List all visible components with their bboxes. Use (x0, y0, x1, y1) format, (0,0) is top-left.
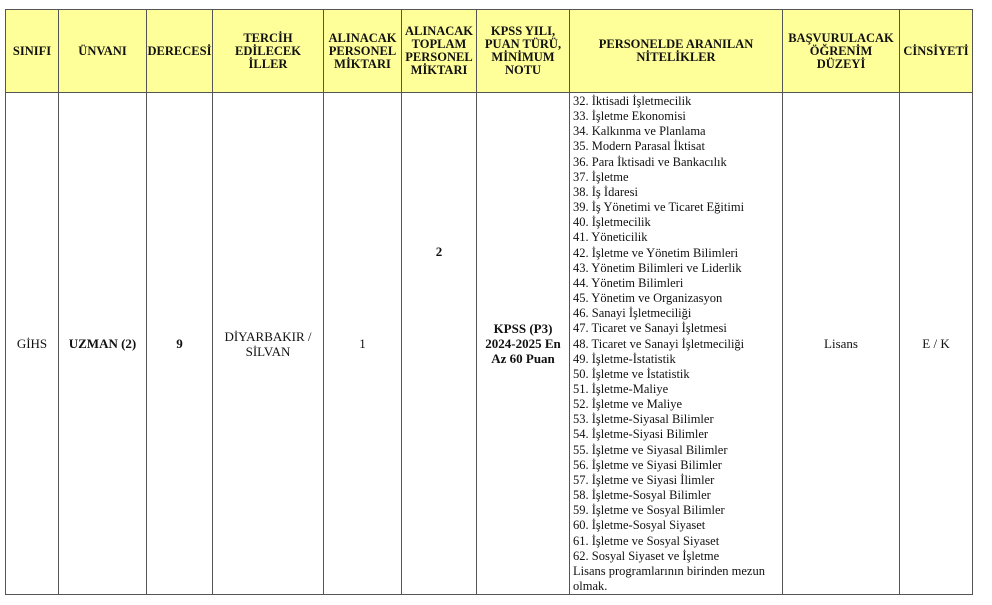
qualification-item: 56. İşletme ve Siyasi Bilimler (573, 457, 722, 472)
qualification-item: 49. İşletme-İstatistik (573, 351, 676, 366)
cell-iller: DİYARBAKIR / SİLVAN (213, 93, 324, 595)
qualification-item: 57. İşletme ve Siyasi İlimler (573, 472, 715, 487)
qualification-item: 38. İş İdaresi (573, 184, 638, 199)
cell-sinifi: GİHS (6, 93, 59, 595)
qualification-item: 43. Yönetim Bilimleri ve Liderlik (573, 260, 742, 275)
qualification-item: 42. İşletme ve Yönetim Bilimleri (573, 245, 739, 260)
qualification-item: 35. Modern Parasal İktisat (573, 139, 705, 154)
qualification-item: 62. Sosyal Siyaset ve İşletme (573, 548, 720, 563)
qualification-item: 46. Sanayi İşletmeciliği (573, 306, 692, 321)
header-nitelikler: PERSONELDE ARANILAN NİTELİKLER (570, 10, 783, 93)
qualification-item: 51. İşletme-Maliye (573, 381, 669, 396)
qualification-item: 58. İşletme-Sosyal Bilimler (573, 488, 711, 503)
table-row (6, 93, 973, 595)
qualification-item: 50. İşletme ve İstatistik (573, 366, 690, 381)
qualification-item: 48. Ticaret ve Sanayi İşletmeciliği (573, 336, 745, 351)
qualification-item: 41. Yöneticilik (573, 230, 648, 245)
qualification-item: 39. İş Yönetimi ve Ticaret Eğitimi (573, 200, 745, 215)
qualification-item: 32. İktisadi İşletmecilik (573, 94, 692, 108)
header-tercih-iller: TERCİH EDİLECEK İLLER (213, 10, 324, 93)
qualification-item: 34. Kalkınma ve Planlama (573, 124, 706, 139)
cell-toplam: 2 (435, 244, 443, 259)
cell-toplam-wrapper (402, 93, 477, 595)
qualification-item: 61. İşletme ve Sosyal Siyaset (573, 533, 720, 548)
qualification-item: 44. Yönetim Bilimleri (573, 275, 684, 290)
qualification-list (570, 93, 782, 594)
recruitment-table (5, 9, 973, 595)
header-kpss: KPSS YILI, PUAN TÜRÜ, MİNİMUM NOTU (477, 10, 570, 93)
cell-nitelikler (570, 93, 783, 595)
qualification-item: 37. İşletme (573, 169, 629, 184)
cell-unvani: UZMAN (2) (59, 93, 147, 595)
cell-alinacak: 1 (324, 93, 402, 595)
header-alinacak-toplam: ALINACAK TOPLAM PERSONEL MİKTARI (402, 10, 477, 93)
qualification-item: 55. İşletme ve Siyasal Bilimler (573, 442, 728, 457)
qualification-item: 47. Ticaret ve Sanayi İşletmesi (573, 321, 727, 336)
qualification-item: 54. İşletme-Siyasi Bilimler (573, 427, 709, 442)
table-header (6, 10, 973, 93)
qualification-item: 52. İşletme ve Maliye (573, 397, 682, 412)
qualification-item: 40. İşletmecilik (573, 215, 651, 230)
qualification-item: 53. İşletme-Siyasal Bilimler (573, 412, 714, 427)
header-unvani: ÜNVANI (59, 10, 147, 93)
cell-kpss: KPSS (P3) 2024-2025 En Az 60 Puan (477, 93, 570, 595)
qualification-item: 33. İşletme Ekonomisi (573, 109, 686, 124)
qualification-item: 60. İşletme-Sosyal Siyaset (573, 518, 706, 533)
qualification-item: 36. Para İktisadi ve Bankacılık (573, 154, 727, 169)
header-sinifi: SINIFI (6, 10, 59, 93)
cell-ogrenim: Lisans (783, 93, 900, 595)
header-ogrenim: BAŞVURULACAK ÖĞRENİM DÜZEYİ (783, 10, 900, 93)
qualification-item: 45. Yönetim ve Organizasyon (573, 291, 723, 306)
cell-cinsiyet: E / K (900, 93, 973, 595)
header-alinacak-personel: ALINACAK PERSONEL MİKTARI (324, 10, 402, 93)
qualification-item: 59. İşletme ve Sosyal Bilimler (573, 503, 725, 518)
header-cinsiyet: CİNSİYETİ (900, 10, 973, 93)
table-body (6, 93, 973, 595)
header-derecesi: DERECESİ (147, 10, 213, 93)
qualification-note: Lisans programlarının birinden mezun olmak. (573, 563, 765, 593)
header-row (6, 10, 973, 93)
cell-derecesi: 9 (147, 93, 213, 595)
